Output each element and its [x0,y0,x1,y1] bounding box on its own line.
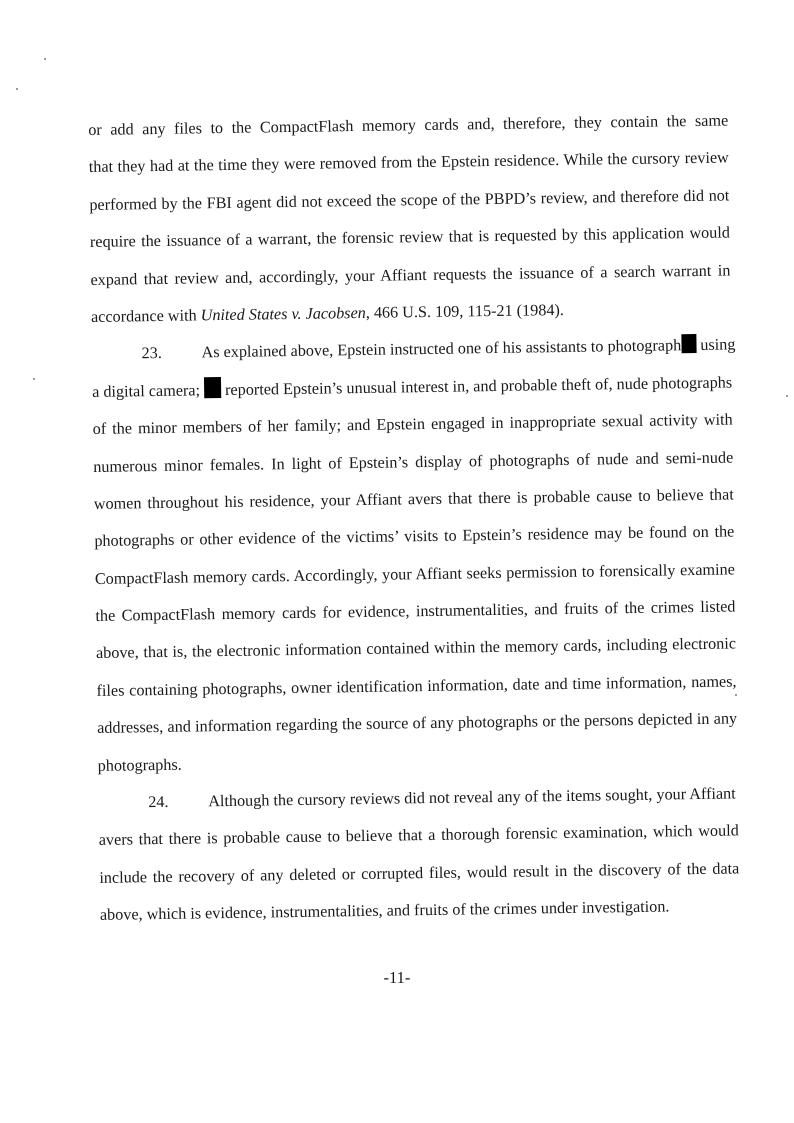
text-line: require the issuance of a warrant, the forensic review that is requested by this application would [89,223,730,252]
text-line: photographs or other evidence of the victims’ visits to Epstein’s residence may be found on the [94,522,735,551]
text-segment: Although the cursory reviews did not reveal any of the items sought, your Affiant [208,784,736,811]
text-line: numerous minor females. In light of Epstein’s display of photographs of nude and semi-nude [93,447,734,476]
text-line: that they had at the time they were removed from the Epstein residence. While the cursory review [88,148,729,177]
scan-artifact [16,88,18,90]
paragraph-number: 24. [148,792,169,812]
scan-artifact [786,395,788,397]
text-segment: accordance with [90,306,201,326]
redaction-box [204,377,221,398]
case-citation: United States v. Jacobsen [200,303,366,325]
body-text [88,103,740,935]
redaction-box [681,334,696,353]
paragraph-number: 23. [141,344,162,363]
text-line: files containing photographs, owner identification information, date and time information, names, [96,672,737,700]
text-segment: using [696,335,736,355]
text-line: of the minor members of her family; and Epstein engaged in inappropriate sexual activity with [92,410,733,439]
text-line: women throughout his residence, your Affiant avers that there is probable cause to believe that [93,485,734,513]
text-segment: reported Epstein’s unusual interest in, and probable theft of, nude photographs [220,373,733,399]
text-line: include the recovery of any deleted or corrupted files, would result in the discovery of the data [99,859,740,887]
text-line: the CompactFlash memory cards for evidence, instrumentalities, and fruits of the crimes listed [95,597,736,626]
text-line: performed by the FBI agent did not exceed the scope of the PBPD’s review, and therefore did not [89,186,730,214]
text-line: CompactFlash memory cards. Accordingly, your Affiant seeks permission to forensically examine [94,560,735,588]
text-line: expand that review and, accordingly, your Affiant requests the issuance of a search warrant in [90,261,731,289]
text-line: photographs. [97,755,182,775]
text-segment: , 466 U.S. 109, 115-21 (1984). [365,300,565,322]
text-line: above, which is evidence, instrumentalities, and fruits of the crimes under investigation. [99,897,670,925]
text-line: above, that is, the electronic information contained within the memory cards, including electronic [95,634,737,663]
text-segment: a digital camera; [92,381,205,401]
text-line: avers that there is probable cause to believe that a thorough forensic examination, which would [98,821,739,850]
text-line: or add any files to the CompactFlash memory cards and, therefore, they contain the same [88,111,729,139]
text-line: addresses, and information regarding the source of any photographs or the persons depicted in any [97,709,738,738]
scan-artifact [44,58,46,60]
scan-artifact [33,378,35,380]
page-number: -11- [383,968,411,987]
text-segment: As explained above, Epstein instructed one of his assistants to photograph [201,336,682,362]
